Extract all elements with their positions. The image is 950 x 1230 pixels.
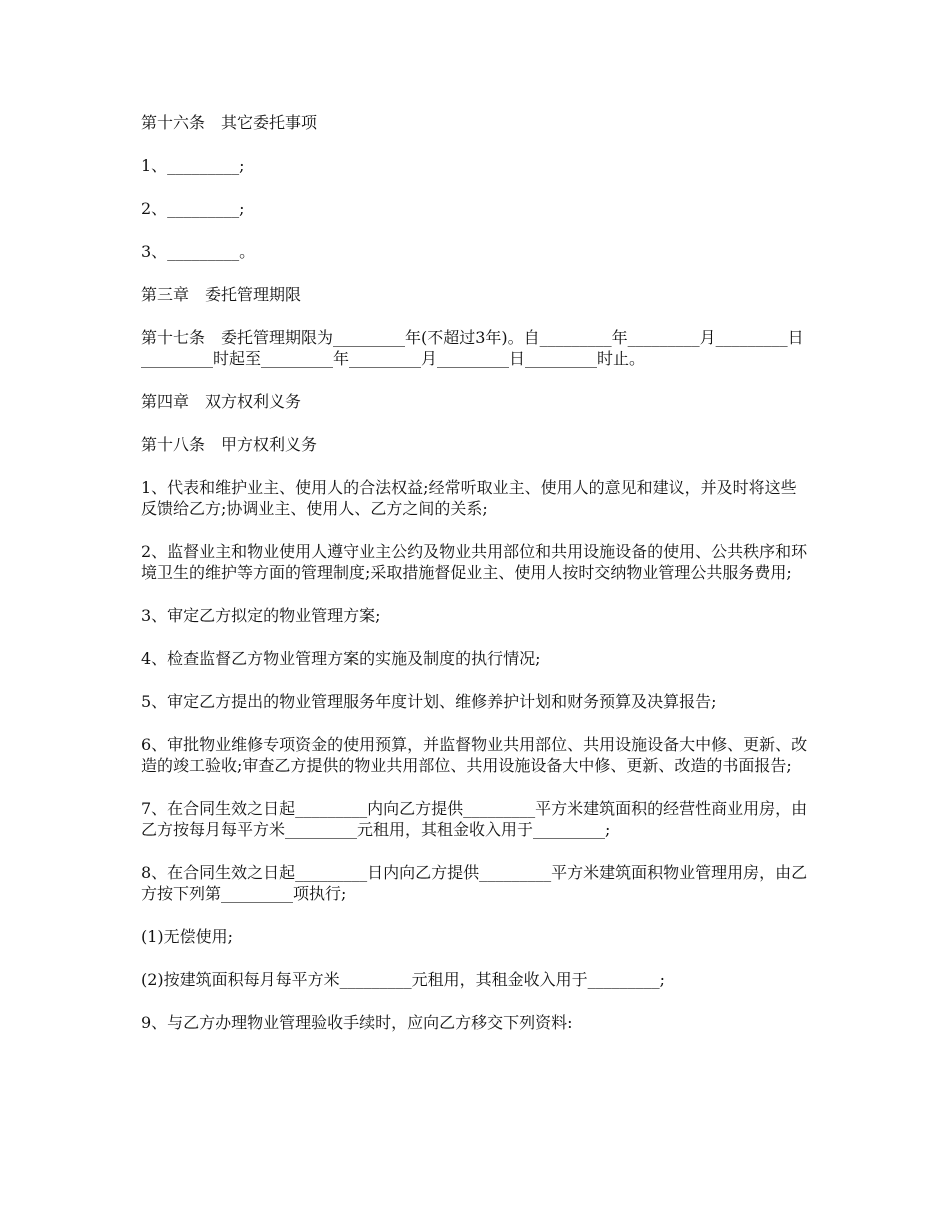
article-16-item-2: 2、_________;	[141, 199, 245, 218]
article-16-item-3: 3、_________。	[141, 242, 256, 261]
chapter-3-heading: 第三章 委托管理期限	[141, 285, 302, 304]
article-16-heading: 第十六条 其它委托事项	[141, 113, 318, 132]
article-18-item-1: 1、代表和维护业主、使用人的合法权益;经常听取业主、使用人的意见和建议，并及时将这些反馈给乙方;协调业主、使用人、乙方之间的关系;	[141, 478, 797, 518]
article-18-item-5: 5、审定乙方提出的物业管理服务年度计划、维修养护计划和财务预算及决算报告;	[141, 692, 717, 711]
article-18-item-3: 3、审定乙方拟定的物业管理方案;	[141, 606, 381, 625]
article-18-item-8-option-2: (2)按建筑面积每月每平方米_________元租用，其租金收入用于_________;	[141, 970, 666, 989]
chapter-4-heading: 第四章 双方权利义务	[141, 392, 302, 411]
article-16-item-1: 1、_________;	[141, 156, 245, 175]
article-18-item-8-option-1: (1)无偿使用;	[141, 927, 234, 946]
article-18-heading: 第十八条 甲方权利义务	[141, 435, 318, 454]
article-18-item-4: 4、检查监督乙方物业管理方案的实施及制度的执行情况;	[141, 649, 541, 668]
article-18-item-9: 9、与乙方办理物业管理验收手续时，应向乙方移交下列资料:	[141, 1013, 573, 1032]
article-18-item-6: 6、审批物业维修专项资金的使用预算，并监督物业共用部位、共用设施设备大中修、更新、改造的竣工验收;审查乙方提供的物业共用部位、共用设施设备大中修、更新、改造的书面报告;	[141, 735, 808, 775]
article-18-item-2: 2、监督业主和物业使用人遵守业主公约及物业共用部位和共用设施设备的使用、公共秩序和环境卫生的维护等方面的管理制度;采取措施督促业主、使用人按时交纳物业管理公共服务费用;	[141, 542, 808, 582]
article-17-text: 第十七条 委托管理期限为_________年(不超过3年)。自_________年_________月_________日_________时起至_________年_________月_________日_________时止。	[141, 328, 804, 368]
article-18-item-8: 8、在合同生效之日起_________日内向乙方提供_________平方米建筑面积物业管理用房，由乙方按下列第_________项执行;	[141, 863, 808, 903]
article-18-item-7: 7、在合同生效之日起_________内向乙方提供_________平方米建筑面积的经营性商业用房，由乙方按每月每平方米_________元租用，其租金收入用于_________;	[141, 799, 808, 839]
document-page	[141, 112, 811, 1055]
